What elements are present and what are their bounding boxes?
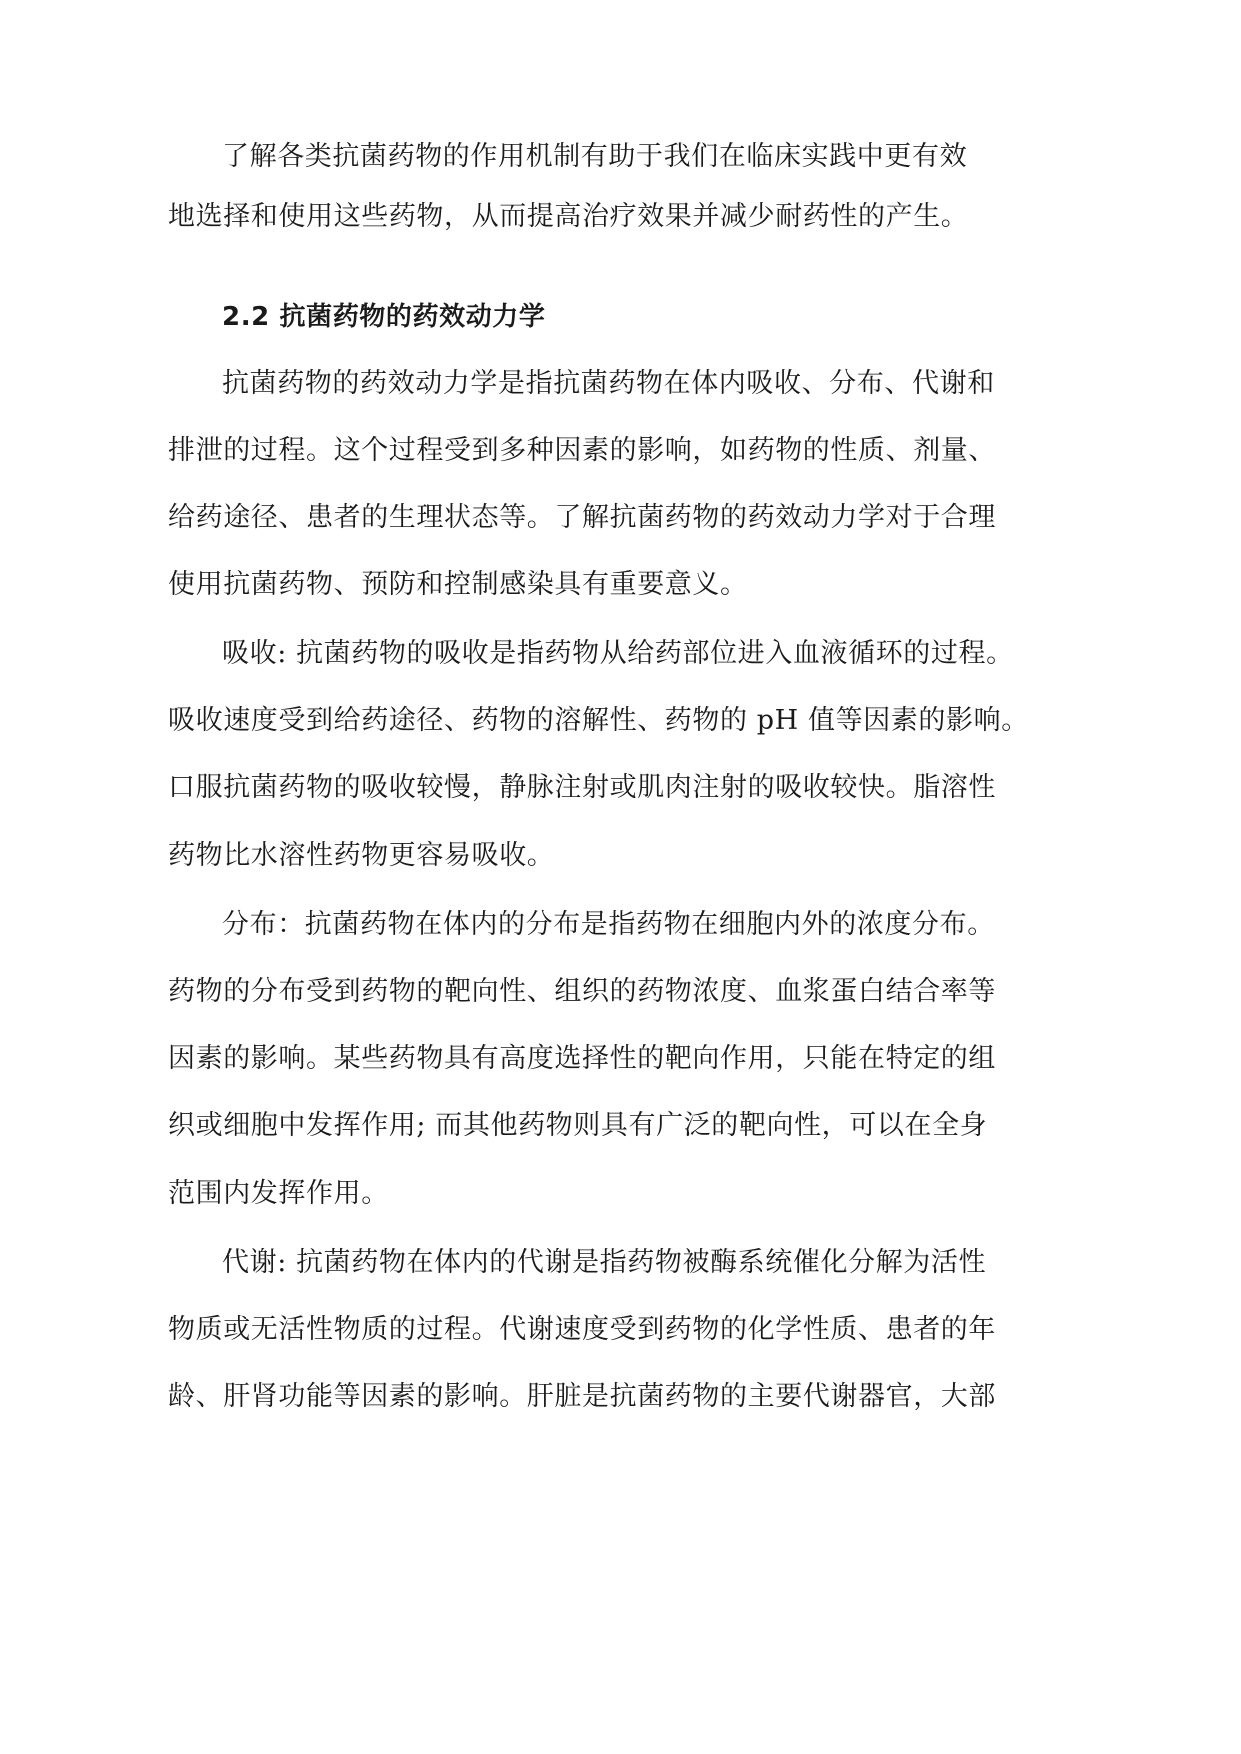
paragraph-line: 口服抗菌药物的吸收较慢，静脉注射或肌肉注射的吸收较快。脂溶性 [168,772,996,803]
paragraph-line: 范围内发挥作用。 [168,1178,389,1209]
paragraph-line: 因素的影响。某些药物具有高度选择性的靶向作用，只能在特定的组 [168,1043,996,1074]
paragraph-line: 地选择和使用这些药物，从而提高治疗效果并减少耐药性的产生。 [168,201,969,232]
paragraph-line: 物质或无活性物质的过程。代谢速度受到药物的化学性质、患者的年 [168,1314,996,1345]
paragraph-line: 代谢: 抗菌药物在体内的代谢是指药物被酶系统催化分解为活性 [222,1247,987,1278]
paragraph-line: 使用抗菌药物、预防和控制感染具有重要意义。 [168,569,748,600]
paragraph-line: 吸收速度受到给药途径、药物的溶解性、药物的 pH 值等因素的影响。 [168,705,1029,736]
paragraph-line: 抗菌药物的药效动力学是指抗菌药物在体内吸收、分布、代谢和 [222,368,995,399]
paragraph-line: 织或细胞中发挥作用; 而其他药物则具有广泛的靶向性，可以在全身 [168,1110,988,1141]
paragraph-line: 分布：抗菌药物在体内的分布是指药物在细胞内外的浓度分布。 [222,909,995,940]
section-heading: 2.2 抗菌药物的药效动力学 [222,302,546,332]
paragraph-line: 药物的分布受到药物的靶向性、组织的药物浓度、血浆蛋白结合率等 [168,976,996,1007]
paragraph-line: 龄、肝肾功能等因素的影响。肝脏是抗菌药物的主要代谢器官，大部 [168,1381,996,1412]
paragraph-line: 排泄的过程。这个过程受到多种因素的影响，如药物的性质、剂量、 [168,435,996,466]
paragraph-line: 给药途径、患者的生理状态等。了解抗菌药物的药效动力学对于合理 [168,502,996,533]
paragraph-line: 了解各类抗菌药物的作用机制有助于我们在临床实践中更有效 [222,141,968,172]
paragraph-line: 药物比水溶性药物更容易吸收。 [168,840,555,871]
paragraph-line: 吸收: 抗菌药物的吸收是指药物从给药部位进入血液循环的过程。 [222,638,1014,669]
